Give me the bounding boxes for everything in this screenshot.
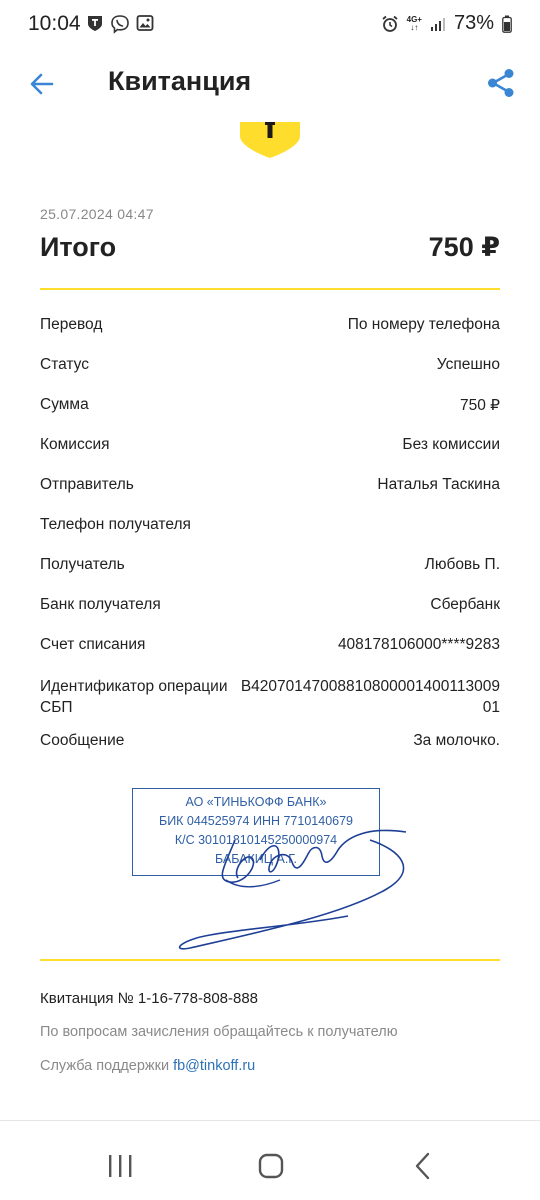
back-nav-button[interactable] xyxy=(403,1148,443,1184)
status-bar xyxy=(0,0,540,50)
recent-apps-button[interactable] xyxy=(100,1148,140,1184)
viber-icon xyxy=(110,14,130,34)
share-button[interactable] xyxy=(484,66,518,100)
questions-note: По вопросам зачисления обращайтесь к получателю xyxy=(40,1024,398,1040)
signature xyxy=(170,820,420,960)
status-right xyxy=(381,12,512,35)
alarm-icon xyxy=(381,15,399,33)
tinkoff-notification-icon xyxy=(86,14,104,32)
support-email-link[interactable]: fb@tinkoff.ru xyxy=(173,1058,256,1074)
home-icon xyxy=(251,1148,291,1184)
app-header xyxy=(0,50,540,116)
receipt-screen: 10:04 4G+ ↓↑ 73% Квитанция 25.07.2024 04:47 Итого 750 ₽ Перевод По номеру телефона Статус Успешно Сумма 750 ₽ Комиссия Без комиссии Отправитель Наталья Таскина Телефон получателя Получатель Любовь П. Банк получателя Сбербанк Счет списания 408178106000****9283 Идентификатор операции СБП B4207014700881080000140011300901 Сообщение За молочко. АО «ТИНЬКОФФ БАНК» БИК 044525974 ИНН 7710140679 К/С 30101810145250000974 БАБАКИЦ А.Г. Квитанция № 1-16-778-808-888 По вопросам зачисления обращайтесь к получателю Служба поддержки fb@tinkoff.ru xyxy=(0,0,540,1200)
total-label: Итого xyxy=(40,232,117,262)
share-icon xyxy=(484,66,518,100)
gallery-icon xyxy=(136,14,154,32)
support-line: Служба поддержки fb@tinkoff.ru xyxy=(40,1058,256,1074)
status-time: 10:04 xyxy=(28,12,81,35)
chevron-left-icon xyxy=(403,1148,443,1184)
battery-percent: 73% xyxy=(453,12,494,34)
home-button[interactable] xyxy=(251,1148,291,1184)
tinkoff-logo-icon xyxy=(240,122,300,158)
operation-date: 25.07.2024 04:47 xyxy=(40,206,154,222)
battery-icon xyxy=(502,15,512,33)
recent-apps-icon xyxy=(100,1148,140,1184)
back-button[interactable] xyxy=(26,68,58,100)
nav-separator xyxy=(0,1120,540,1121)
top-divider xyxy=(40,288,500,290)
total-amount: 750 ₽ xyxy=(428,232,500,262)
page-title: Квитанция xyxy=(108,66,252,96)
receipt-number: Квитанция № 1-16-778-808-888 xyxy=(40,990,259,1007)
system-nav-bar xyxy=(0,1130,540,1200)
arrow-left-icon xyxy=(26,68,58,100)
bottom-divider xyxy=(40,959,500,961)
network-type: 4G+ ↓↑ xyxy=(406,14,422,32)
notification-icons xyxy=(86,14,154,34)
signal-icon xyxy=(430,16,446,32)
bank-stamp: АО «ТИНЬКОФФ БАНК» БИК 044525974 ИНН 7710140679 К/С 30101810145250000974 БАБАКИЦ А.Г. xyxy=(132,788,380,876)
